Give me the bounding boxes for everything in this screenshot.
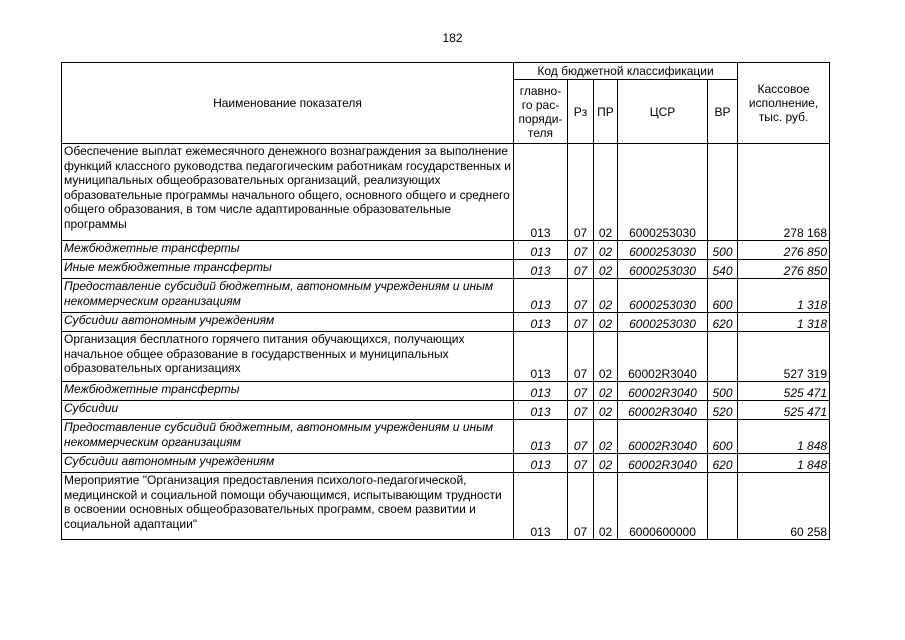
row-pr: 02 [594,313,618,332]
row-pr: 02 [594,332,618,382]
table-row [62,332,830,382]
table-row [62,401,830,420]
row-gr: 013 [514,279,568,313]
row-rz: 07 [568,144,594,241]
row-pr: 02 [594,420,618,454]
row-gr: 013 [514,473,568,540]
row-sum: 1 318 [738,279,830,313]
row-name: Обеспечение выплат ежемесячного денежного вознаграждения за выполнение функций классного руководства педагогическим работникам государственных и муниципальных общеобразовательных организаций, реализующих образовательные программы начального общего, основного общего и среднего общего образования, в том числе адаптированные образовательные программы [62,144,514,241]
row-pr: 02 [594,144,618,241]
header-code-group: Код бюджетной классификации [514,63,738,80]
row-sum: 525 471 [738,401,830,420]
row-name: Межбюджетные трансферты [62,382,514,401]
row-vr: 600 [708,420,738,454]
row-csr: 6000253030 [618,313,708,332]
row-rz: 07 [568,401,594,420]
table-row [62,420,830,454]
row-name: Межбюджетные трансферты [62,241,514,260]
row-vr: 620 [708,313,738,332]
header-csr: ЦСР [618,80,708,144]
row-rz: 07 [568,473,594,540]
row-rz: 07 [568,241,594,260]
row-rz: 07 [568,332,594,382]
row-name: Предоставление субсидий бюджетным, автономным учреждениям и иным некоммерческим организациям [62,420,514,454]
table-row [62,279,830,313]
row-name: Организация бесплатного горячего питания обучающихся, получающих начальное общее образование в государственных и муниципальных образовательных организациях [62,332,514,382]
row-csr: 60002R3040 [618,382,708,401]
row-pr: 02 [594,454,618,473]
row-name: Иные межбюджетные трансферты [62,260,514,279]
row-sum: 1 318 [738,313,830,332]
table-row [62,241,830,260]
row-pr: 02 [594,473,618,540]
header-pr: ПР [594,80,618,144]
table-row [62,144,830,241]
row-rz: 07 [568,260,594,279]
row-gr: 013 [514,454,568,473]
header-gr: главно-го рас-поряди-теля [514,80,568,144]
row-name: Субсидии автономным учреждениям [62,454,514,473]
row-csr: 6000253030 [618,241,708,260]
row-pr: 02 [594,260,618,279]
row-name: Субсидии автономным учреждениям [62,313,514,332]
row-pr: 02 [594,241,618,260]
row-gr: 013 [514,420,568,454]
row-csr: 60002R3040 [618,454,708,473]
row-rz: 07 [568,420,594,454]
header-vr: ВР [708,80,738,144]
row-pr: 02 [594,401,618,420]
row-csr: 6000600000 [618,473,708,540]
row-vr: 620 [708,454,738,473]
row-gr: 013 [514,313,568,332]
page-number: 182 [442,31,463,45]
row-rz: 07 [568,382,594,401]
row-gr: 013 [514,401,568,420]
table-row [62,454,830,473]
header-sum: Кассовое исполнение, тыс. руб. [738,63,830,144]
row-gr: 013 [514,241,568,260]
row-gr: 013 [514,382,568,401]
row-vr: 520 [708,401,738,420]
row-name: Мероприятие "Организация предоставления психолого-педагогической, медицинской и социальной помощи обучающимся, испытывающим трудности в освоении основных общеобразовательных программ, своем развитии и социальной адаптации" [62,473,514,540]
row-sum: 60 258 [738,473,830,540]
row-csr: 60002R3040 [618,332,708,382]
row-csr: 6000253030 [618,279,708,313]
row-rz: 07 [568,454,594,473]
row-vr [708,473,738,540]
row-sum: 525 471 [738,382,830,401]
row-csr: 6000253030 [618,260,708,279]
row-sum: 1 848 [738,420,830,454]
row-vr: 500 [708,382,738,401]
row-vr: 540 [708,260,738,279]
row-csr: 60002R3040 [618,420,708,454]
header-rz: Рз [568,80,594,144]
row-name: Субсидии [62,401,514,420]
table-row [62,260,830,279]
table-header [62,63,830,144]
table-row [62,473,830,540]
row-sum: 1 848 [738,454,830,473]
row-name: Предоставление субсидий бюджетным, автономным учреждениям и иным некоммерческим организациям [62,279,514,313]
row-gr: 013 [514,260,568,279]
row-csr: 60002R3040 [618,401,708,420]
row-vr [708,144,738,241]
row-vr: 600 [708,279,738,313]
row-pr: 02 [594,382,618,401]
row-vr: 500 [708,241,738,260]
row-sum: 278 168 [738,144,830,241]
table-row [62,313,830,332]
budget-table [61,62,830,540]
row-vr [708,332,738,382]
row-sum: 276 850 [738,260,830,279]
row-gr: 013 [514,144,568,241]
row-pr: 02 [594,279,618,313]
row-gr: 013 [514,332,568,382]
row-csr: 6000253030 [618,144,708,241]
row-sum: 276 850 [738,241,830,260]
row-rz: 07 [568,279,594,313]
table-row [62,382,830,401]
row-sum: 527 319 [738,332,830,382]
header-name: Наименование показателя [62,63,514,144]
row-rz: 07 [568,313,594,332]
